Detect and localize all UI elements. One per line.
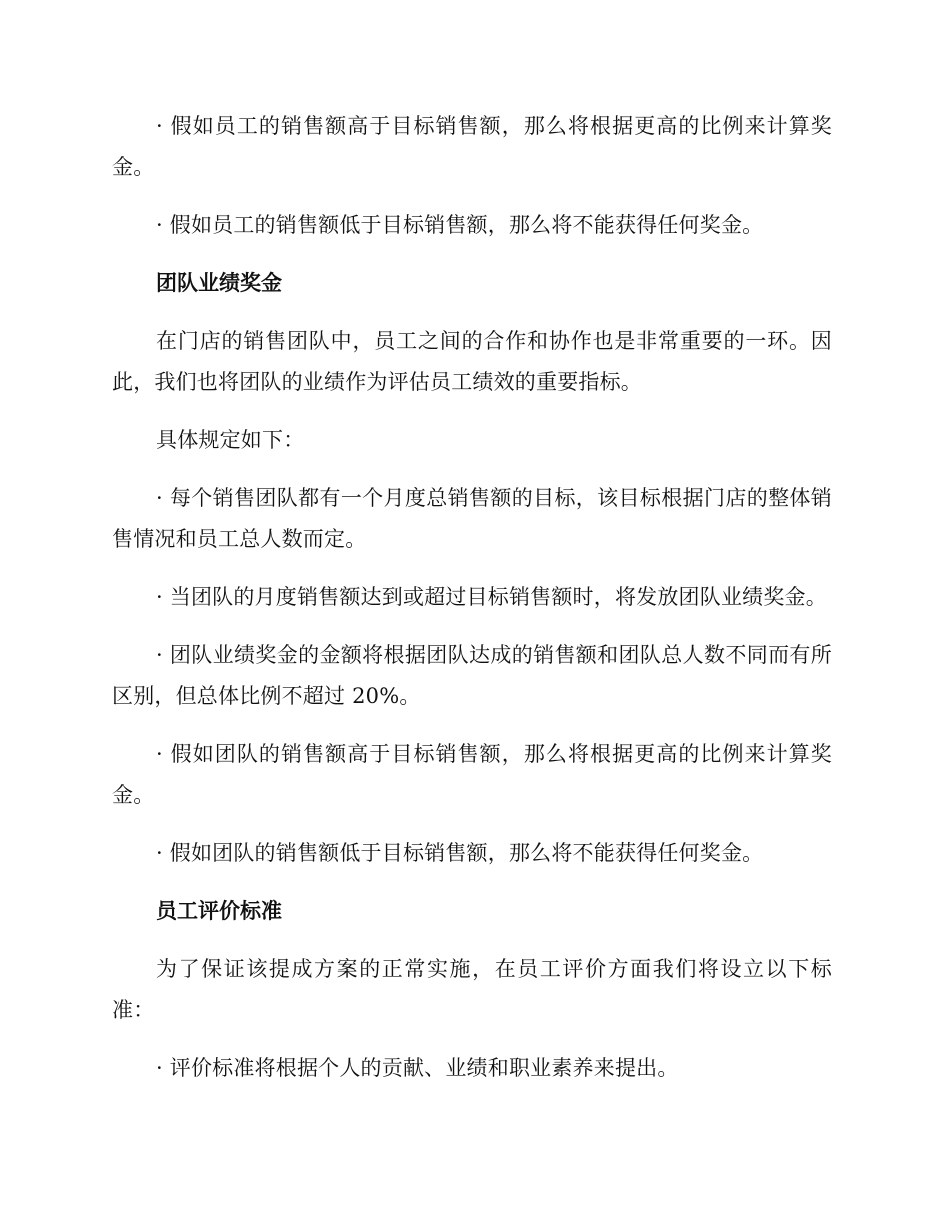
bullet-paragraph: · 假如团队的销售额高于目标销售额，那么将根据更高的比例来计算奖金。 [112, 742, 832, 807]
section-heading-team-bonus: 团队业绩奖金 [156, 271, 282, 295]
document-body [112, 106, 832, 1106]
body-paragraph: 在门店的销售团队中，员工之间的合作和协作也是非常重要的一环。因此，我们也将团队的业绩作为评估员工绩效的重要指标。 [112, 329, 832, 394]
section-heading-evaluation: 员工评价标准 [156, 899, 282, 923]
body-paragraph: 具体规定如下： [156, 428, 305, 452]
bullet-paragraph: · 每个销售团队都有一个月度总销售额的目标，该目标根据门店的整体销售情况和员工总人数而定。 [112, 486, 832, 551]
bullet-paragraph: · 假如团队的销售额低于目标销售额，那么将不能获得任何奖金。 [156, 841, 764, 865]
bullet-paragraph: · 假如员工的销售额低于目标销售额，那么将不能获得任何奖金。 [156, 213, 764, 237]
body-paragraph: 为了保证该提成方案的正常实施，在员工评价方面我们将设立以下标准： [112, 957, 832, 1022]
bullet-paragraph: · 假如员工的销售额高于目标销售额，那么将根据更高的比例来计算奖金。 [112, 114, 832, 179]
bullet-paragraph: · 当团队的月度销售额达到或超过目标销售额时，将发放团队业绩奖金。 [156, 585, 827, 609]
bullet-paragraph: · 评价标准将根据个人的贡献、业绩和职业素养来提出。 [156, 1056, 679, 1080]
bullet-paragraph: · 团队业绩奖金的金额将根据团队达成的销售额和团队总人数不同而有所区别，但总体比例不超过 20%。 [112, 643, 832, 708]
